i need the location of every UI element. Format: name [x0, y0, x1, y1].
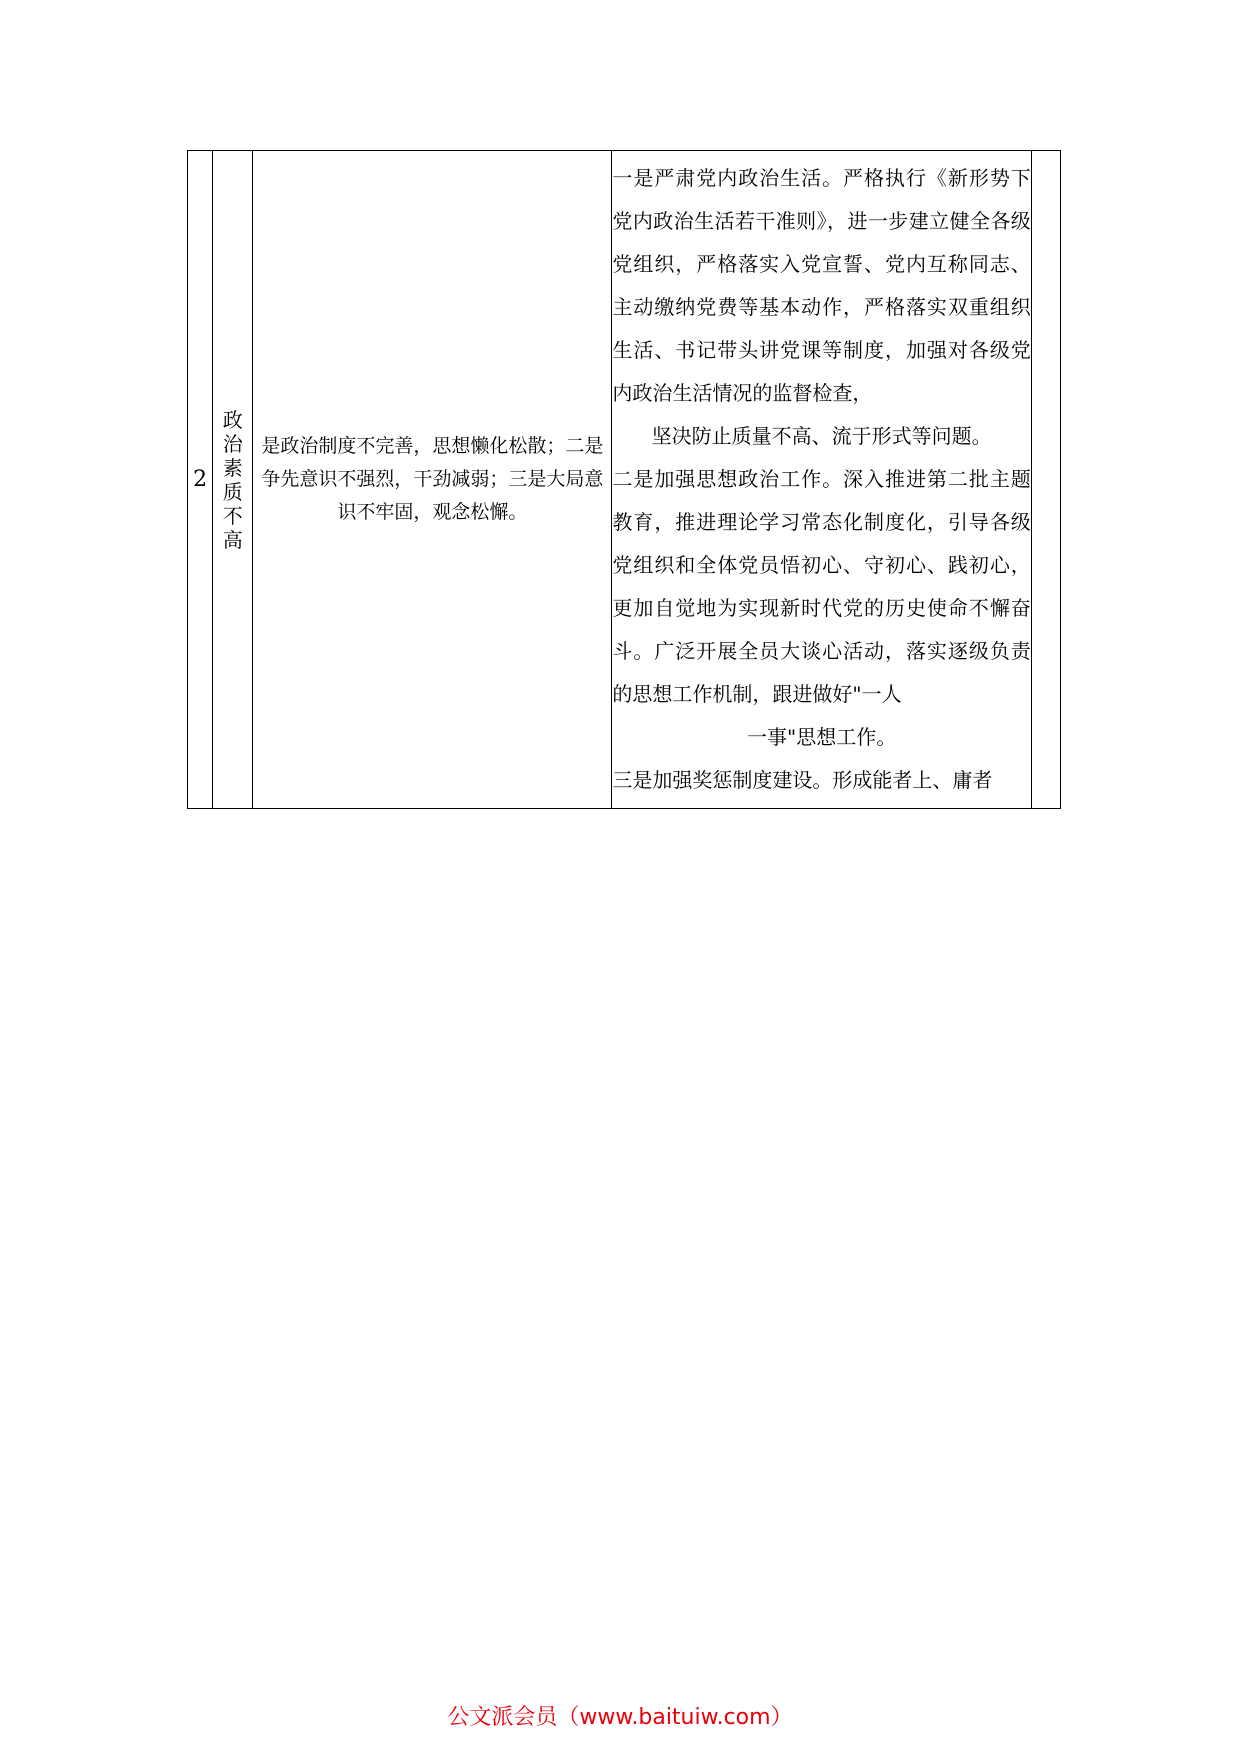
measure-paragraph-1-end: 坚决防止质量不高、流于形式等问题。 [651, 424, 992, 448]
problem-item-cell [213, 151, 253, 809]
rectification-table [187, 150, 1061, 809]
row-number: 2 [188, 151, 213, 809]
problem-item: 政治素质不高 [222, 407, 243, 552]
measure-paragraph-3: 三是加强奖惩制度建设。形成能者上、庸者 [612, 768, 993, 792]
cause-cell [253, 151, 612, 809]
table-row [188, 151, 1061, 809]
measure-paragraph-2-end: 一事"思想工作。 [747, 725, 897, 749]
measure-paragraph-1: 一是严肃党内政治生活。严格执行《新形势下党内政治生活若干准则》，进一步建立健全各级党组织，严格落实入党宣誓、党内互称同志、主动缴纳党费等基本动作，严格落实双重组织生活、书记带头讲党课等制度，加强对各级党内政治生活情况的监督检查， [612, 166, 1031, 405]
measure-paragraph-2: 二是加强思想政治工作。深入推进第二批主题教育，推进理论学习常态化制度化，引导各级党组织和全体党员悟初心、守初心、践初心，更加自觉地为实现新时代党的历史使命不懈奋斗。广泛开展全员大谈心活动，落实逐级负责的思想工作机制，跟进做好"一人 [612, 467, 1031, 706]
extra-cell [1031, 151, 1060, 809]
footer-watermark: 公文派会员（www.baituiw.com） [447, 1705, 793, 1730]
cause-text: 是政治制度不完善，思想懒化松散；二是争先意识不强烈，干劲减弱；三是大局意识不牢固，观念松懈。 [261, 435, 604, 523]
measures-cell [612, 151, 1031, 809]
